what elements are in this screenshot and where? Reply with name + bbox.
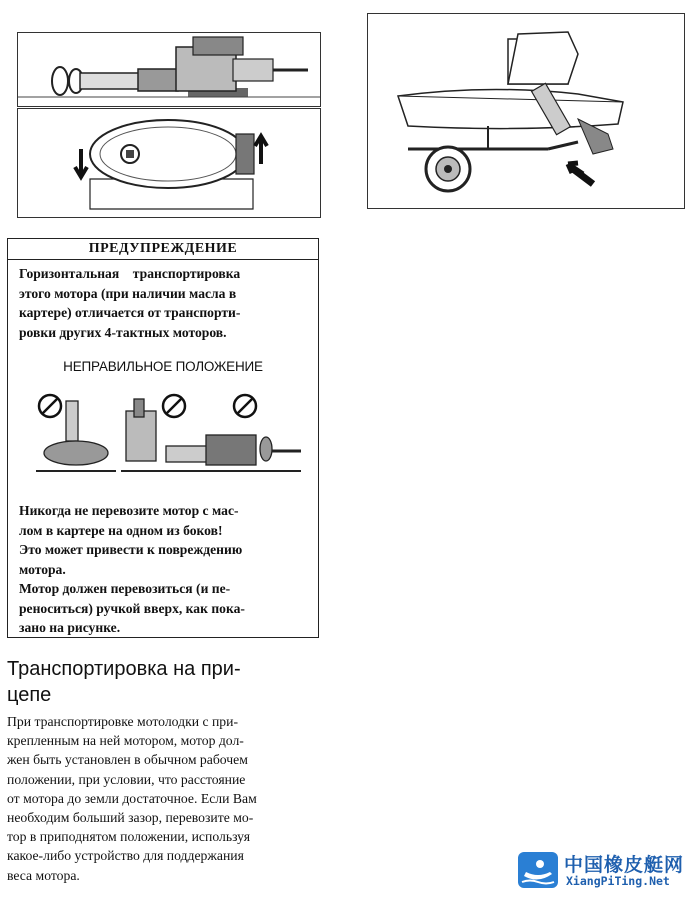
warning-p2-line-1: Никогда не перевозите мотор с мас-	[19, 503, 239, 518]
warning-p1-line-3: картере) отличается от транспорти-	[19, 305, 241, 320]
warning-p2-line-6: реноситься) ручкой вверх, как пока-	[19, 600, 245, 616]
section-body	[7, 712, 319, 885]
wrong-positions-figure	[26, 391, 306, 481]
warning-paragraph-1	[19, 264, 311, 342]
heading-line-1: Транспортировка на при-	[7, 658, 241, 680]
warning-p2-line-7: зано на рисунке.	[19, 620, 121, 635]
warning-p1-line-4: ровки других 4-тактных моторов.	[19, 324, 227, 340]
no-entry-icon	[163, 395, 185, 417]
figure-motor-side-view	[17, 32, 321, 107]
watermark-title: 中国橡皮艇网	[564, 854, 685, 876]
figure-motor-top-view	[17, 108, 321, 218]
warning-box	[7, 238, 319, 638]
warning-p1-line-1: Горизонтальная транспортировка	[19, 266, 241, 281]
boat-logo-icon	[516, 850, 560, 890]
body-line-5: от мотора до земли достаточное. Если Вам	[7, 790, 257, 806]
warning-title: ПРЕДУПРЕЖДЕНИЕ	[8, 239, 318, 260]
watermark	[516, 848, 686, 892]
body-line-8: какое-либо устройство для поддержания	[7, 848, 244, 864]
body-line-3: жен быть установлен в обычном рабочем	[7, 752, 248, 768]
warning-p1-line-2: этого мотора (при наличии масла в	[19, 285, 237, 301]
body-line-4: положении, при условии, что расстояние	[7, 771, 246, 787]
body-line-2: крепленным на ней мотором, мотор дол-	[7, 733, 244, 749]
section-heading	[7, 656, 317, 708]
warning-p2-line-4: мотора.	[19, 561, 66, 577]
figure-boat-on-trailer	[367, 13, 685, 209]
warning-p2-line-5: Мотор должен перевозиться (и пе-	[19, 581, 231, 596]
body-line-6: необходим больший зазор, перевозите мо-	[7, 810, 254, 826]
warning-p2-line-2: лом в картере на одном из боков!	[19, 522, 223, 538]
body-line-7: тор в приподнятом положении, используя	[7, 829, 250, 845]
heading-line-2: цепе	[7, 684, 52, 706]
no-entry-icon	[39, 395, 61, 417]
body-line-9: веса мотора.	[7, 867, 80, 883]
no-entry-icon	[234, 395, 256, 417]
warning-p2-line-3: Это может привести к повреждению	[19, 542, 243, 557]
watermark-url: XiangPiTing.Net	[566, 874, 670, 888]
wrong-position-label: НЕПРАВИЛЬНОЕ ПОЛОЖЕНИЕ	[63, 359, 263, 374]
body-line-1: При транспортировке мотолодки с при-	[7, 714, 239, 729]
warning-paragraph-2	[19, 501, 311, 638]
